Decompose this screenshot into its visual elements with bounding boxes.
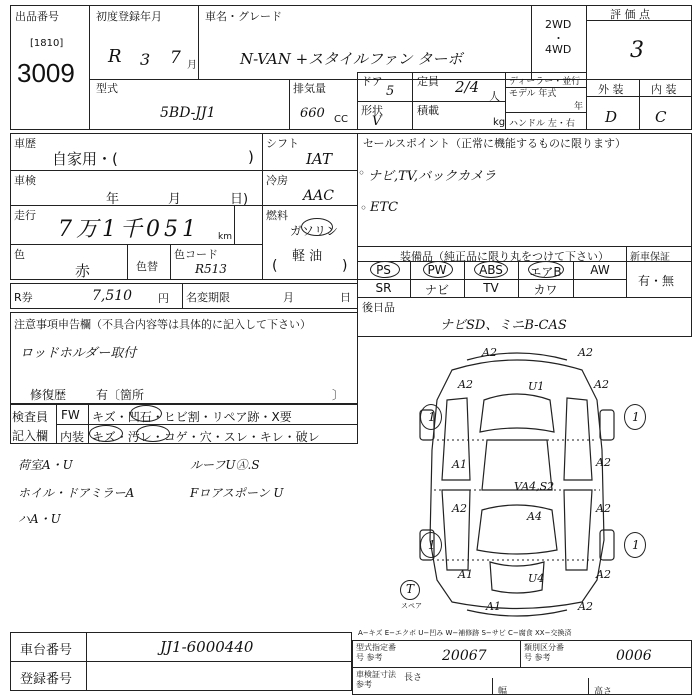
lot-number: 3009 bbox=[17, 58, 75, 88]
fuel-open-paren: ( bbox=[272, 258, 278, 274]
category-label: 類別区分番号 参考 bbox=[524, 643, 564, 662]
interior-label: 内 装 bbox=[651, 83, 677, 96]
right-side-rear bbox=[564, 490, 592, 570]
usage-row bbox=[10, 133, 263, 171]
diag-a2-right-upper: A2 bbox=[594, 378, 609, 391]
color-change-label: 色替 bbox=[136, 260, 158, 273]
dent-stone-circle bbox=[130, 405, 162, 422]
equip-pw: PW bbox=[427, 263, 447, 277]
diag-one-right: 1 bbox=[632, 410, 640, 424]
ac-label: 冷房 bbox=[266, 174, 288, 187]
equip-aw: AW bbox=[590, 263, 610, 277]
shape-label: 形状 bbox=[361, 104, 383, 117]
doors-label: ドア bbox=[361, 75, 383, 88]
interior-value: C bbox=[655, 108, 667, 126]
color-code-label: 色コード bbox=[174, 248, 218, 261]
model-year-label: モデル 年式 bbox=[509, 89, 557, 99]
diag-one-left-low: 1 bbox=[428, 538, 436, 552]
diag-center: VA4,S2 bbox=[514, 480, 555, 493]
rear-seat-label: 後日品 bbox=[362, 301, 395, 314]
sales-label: セールスポイント（正常に機能するものに限ります） bbox=[363, 137, 627, 150]
diag-a2-right-mid: A2 bbox=[596, 456, 611, 469]
damage-legend: A−キズ E−エクボ U−凹み W−補修跡 S−サビ C−腐食 XX−交換済 bbox=[358, 629, 572, 637]
ps-circle bbox=[370, 261, 400, 278]
exterior-label: 外 装 bbox=[598, 83, 624, 96]
interior-row-label: 内装 bbox=[60, 430, 85, 444]
first-reg-era: R bbox=[108, 46, 122, 67]
equip-ps: PS bbox=[376, 263, 391, 277]
capacity-unit: 人 bbox=[489, 90, 500, 103]
new-car-value: 有・無 bbox=[638, 274, 675, 288]
sales-point-2: ETC bbox=[370, 200, 399, 215]
score-label: 評 価 点 bbox=[610, 8, 650, 21]
doors-value: 5 bbox=[386, 84, 395, 99]
category-value: 0006 bbox=[616, 648, 652, 664]
inspection-month: 月 bbox=[168, 192, 182, 207]
steering-label: ハンドル 左・右 bbox=[509, 119, 575, 129]
remark-right-1: ルーフUⒶ.S bbox=[190, 458, 260, 472]
interior-items: キズ・汚レ・コゲ・穴・スレ・キレ・破レ bbox=[92, 430, 320, 444]
first-reg-month-unit: 月 bbox=[187, 60, 197, 71]
wheel-front-right bbox=[600, 410, 614, 440]
color-value: 赤 bbox=[75, 262, 91, 280]
model-ref-value: 20067 bbox=[442, 648, 487, 664]
ac-value: AAC bbox=[303, 188, 334, 204]
color-code-value: R513 bbox=[195, 262, 227, 276]
chassis-value: JJ1-6000440 bbox=[160, 638, 254, 656]
tire-left-rear-circle bbox=[420, 532, 442, 558]
type-label: 型式 bbox=[96, 82, 118, 95]
equip-navi: ナビ bbox=[424, 283, 449, 297]
diag-a2-bottom: A2 bbox=[578, 600, 593, 613]
shift-label: シフト bbox=[266, 137, 299, 150]
sales-bullet-2: ◦ bbox=[360, 201, 368, 215]
remark-left-1: 荷室A・U bbox=[18, 458, 73, 472]
mileage-value: 7万1千051 bbox=[58, 217, 200, 242]
lot-code: [1810] bbox=[30, 38, 64, 49]
load-label: 積載 bbox=[417, 104, 439, 117]
displacement-unit: CC bbox=[334, 114, 348, 125]
rear-seat-value: ナビSD、ミニB-CAS bbox=[440, 318, 567, 333]
remark-right-2: Fロアスポーン U bbox=[190, 486, 284, 500]
length-label: 長さ bbox=[404, 673, 423, 683]
scratch-circle bbox=[89, 425, 123, 442]
diag-a2-top-left: A2 bbox=[482, 346, 497, 359]
fuel-diesel: 軽 油 bbox=[292, 249, 323, 264]
chassis-label: 車台番号 bbox=[20, 643, 73, 658]
model-year-unit: 年 bbox=[574, 102, 584, 112]
diag-one-right-low: 1 bbox=[632, 538, 640, 552]
score-value: 3 bbox=[630, 38, 644, 63]
repair-value: 有〔箇所 bbox=[96, 388, 145, 402]
diag-a2-left-mid: A2 bbox=[452, 502, 467, 515]
diag-spare-mark: T bbox=[406, 582, 415, 596]
first-reg-label: 初度登録年月 bbox=[96, 10, 162, 23]
equip-tv: TV bbox=[483, 281, 499, 295]
notes-label: 注意事項申告欄（不具合内容等は具体的に記入して下さい） bbox=[14, 318, 311, 331]
recycle-value: 7,510 bbox=[92, 288, 133, 304]
width-label: 幅 bbox=[498, 687, 508, 697]
equip-sr: SR bbox=[375, 281, 392, 295]
registration-label: 登録番号 bbox=[20, 672, 73, 687]
rear-bumper bbox=[467, 610, 567, 616]
tire-right-front-circle bbox=[624, 404, 646, 430]
inspection-year: 年 bbox=[106, 192, 120, 207]
diag-a2-right-mid2: A2 bbox=[596, 502, 611, 515]
recycle-unit: 円 bbox=[158, 292, 169, 305]
abs-circle bbox=[474, 261, 508, 278]
first-reg-year: 3 bbox=[140, 50, 151, 69]
diag-spare-label: スペア bbox=[401, 602, 422, 610]
new-car-label: 新車保証 bbox=[630, 252, 670, 263]
mileage-label: 走行 bbox=[14, 209, 36, 222]
diag-a2-left-upper: A2 bbox=[458, 378, 473, 391]
exterior-value: D bbox=[605, 108, 618, 126]
drive-2wd: 2WD bbox=[545, 18, 572, 31]
repair-label: 修復歴 bbox=[30, 388, 67, 402]
model-label: 車名・グレード bbox=[205, 10, 282, 23]
right-side-front bbox=[564, 398, 592, 480]
inspection-row bbox=[10, 170, 263, 206]
dims-label: 車検証寸法 参考 bbox=[356, 670, 396, 689]
first-reg-month: 7 bbox=[170, 48, 181, 68]
mileage-unit: km bbox=[218, 232, 232, 242]
lot-label: 出品番号 bbox=[15, 10, 59, 23]
fuel-label: 燃料 bbox=[266, 209, 288, 222]
fuel-gas: ガソリン bbox=[290, 224, 339, 238]
diag-u4: U4 bbox=[528, 572, 545, 585]
remark-left-3: ハA・U bbox=[18, 512, 61, 526]
drive-dot: ・ bbox=[553, 32, 564, 45]
equipment-label: 装備品（純正品に限り丸をつけて下さい） bbox=[400, 250, 609, 263]
sales-point-1: ナビ,TV,バックカメラ bbox=[368, 169, 497, 184]
remark-left-2: ホイル・ドアミラーA bbox=[18, 486, 135, 500]
tire-right-rear-circle bbox=[624, 532, 646, 558]
repair-close: 〕 bbox=[332, 388, 345, 402]
tire-left-front-circle bbox=[420, 404, 442, 430]
dealer-label: ディーラー・並行 bbox=[509, 77, 581, 87]
diag-a1-bottom: A1 bbox=[486, 600, 501, 613]
diag-one-left: 1 bbox=[428, 410, 436, 424]
displacement-value: 660 bbox=[300, 106, 325, 121]
diag-a2-right-low: A2 bbox=[596, 568, 611, 581]
pw-circle bbox=[423, 261, 453, 278]
color-label: 色 bbox=[14, 248, 25, 261]
usage-close: ) bbox=[248, 148, 254, 166]
equip-airbag: エアB bbox=[529, 265, 562, 279]
fw-label: FW bbox=[61, 408, 80, 422]
name-change-label: 名変期限 bbox=[186, 291, 230, 304]
airbag-circle bbox=[528, 261, 564, 278]
equip-leather: カワ bbox=[533, 283, 558, 297]
inspection-day: 日) bbox=[230, 192, 249, 207]
dims-cell bbox=[352, 667, 692, 695]
model-value: N-VAN +スタイルファン ターボ bbox=[240, 50, 463, 68]
shift-value: IAT bbox=[306, 150, 332, 168]
capacity-value: 2/4 bbox=[455, 78, 480, 96]
inspection-label: 車検 bbox=[14, 174, 36, 187]
rear-window bbox=[477, 505, 557, 554]
fuel-gas-circle bbox=[301, 218, 333, 236]
inspector-label-2: 記入欄 bbox=[12, 429, 49, 443]
shape-value: V bbox=[372, 114, 382, 129]
displacement-label: 排気量 bbox=[293, 82, 326, 95]
height-label: 高さ bbox=[594, 687, 613, 697]
usage-value: 自家用・( bbox=[52, 150, 118, 168]
drive-4wd: 4WD bbox=[545, 43, 572, 56]
stain-circle bbox=[136, 425, 170, 442]
notes-line-1: ロッドホルダー取付 bbox=[20, 346, 137, 361]
type-value: 5BD-JJ1 bbox=[160, 105, 216, 121]
wheel-rear-right bbox=[600, 530, 614, 560]
recycle-label: R券 bbox=[14, 291, 33, 304]
inspector-label-1: 検査員 bbox=[12, 410, 49, 424]
diag-a1-left: A1 bbox=[452, 458, 467, 471]
diag-a1-left-low: A1 bbox=[458, 568, 473, 581]
fw-items: キズ・凹石・ヒビ割・リペア跡・X要 bbox=[92, 410, 292, 424]
diag-u1: U1 bbox=[528, 380, 545, 393]
diag-a4-center: A4 bbox=[527, 510, 542, 523]
model-ref-label: 型式指定番号 参考 bbox=[356, 643, 396, 662]
load-unit: kg bbox=[493, 117, 506, 128]
equip-abs: ABS bbox=[479, 263, 503, 277]
name-change-month: 月 bbox=[283, 291, 294, 304]
sales-bullet-1: ◦ bbox=[358, 166, 366, 180]
name-change-day: 日 bbox=[340, 291, 351, 304]
windshield bbox=[480, 394, 554, 432]
capacity-label: 定員 bbox=[417, 75, 439, 88]
fuel-close-paren: ) bbox=[342, 258, 348, 274]
diag-a2-top-right: A2 bbox=[578, 346, 593, 359]
usage-label: 車歴 bbox=[14, 137, 36, 150]
